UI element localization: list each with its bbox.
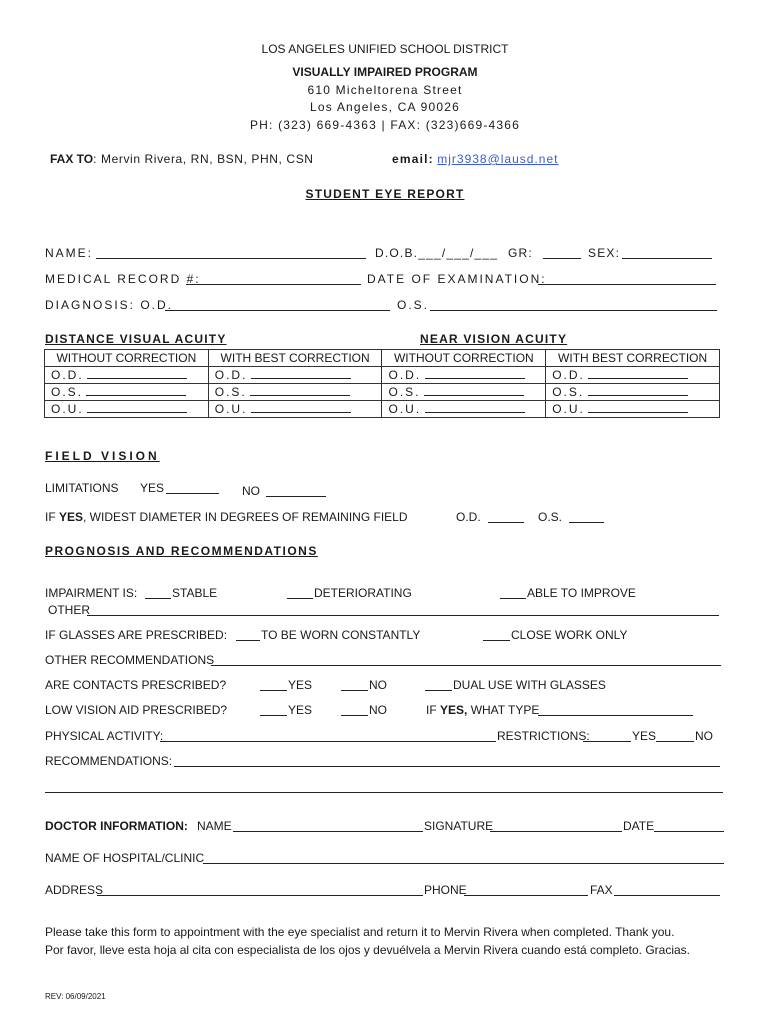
acuity-cell[interactable] — [208, 401, 382, 418]
row-label: O.D. — [388, 368, 422, 382]
row-label: O.U. — [214, 402, 248, 416]
revision-date: REV: 06/09/2021 — [45, 992, 106, 1001]
contacts-yes-field[interactable] — [260, 690, 287, 691]
what-type-field[interactable] — [538, 715, 693, 716]
row-label: O.U. — [51, 402, 84, 416]
hospital-field[interactable] — [203, 863, 724, 864]
recommendations-field-2[interactable] — [45, 792, 723, 793]
acuity-cell[interactable] — [546, 367, 720, 384]
instructions-english: Please take this form to appointment with the eye specialist and return it to Mervin Rivera when completed. Thank you. — [45, 925, 675, 939]
exam-date-label: DATE OF EXAMINATION: — [367, 272, 547, 286]
grade-field[interactable] — [543, 258, 581, 259]
row-label: O.S. — [388, 385, 421, 399]
diagnosis-od-label: DIAGNOSIS: O.D. — [45, 298, 174, 312]
restrictions-yes-label: YES — [632, 729, 657, 743]
dual-field[interactable] — [425, 690, 452, 691]
recommendations-field[interactable] — [174, 766, 720, 767]
limitations-label: LIMITATIONS — [45, 481, 119, 495]
stable-field[interactable] — [145, 598, 171, 599]
doctor-name-label: NAME — [197, 819, 232, 833]
physical-label: PHYSICAL ACTIVITY: — [45, 729, 164, 743]
deteriorating-field[interactable] — [287, 598, 313, 599]
widest-rest: , WIDEST DIAMETER IN DEGREES OF REMAINING FIELD — [83, 510, 408, 524]
worn-label: TO BE WORN CONSTANTLY — [261, 628, 421, 642]
fax-field[interactable] — [614, 895, 720, 896]
prognosis-title: PROGNOSIS AND RECOMMENDATIONS — [45, 544, 318, 558]
row-label: O.D. — [214, 368, 248, 382]
acuity-cell[interactable] — [546, 401, 720, 418]
row-label: O.S. — [214, 385, 247, 399]
acuity-cell[interactable] — [45, 401, 209, 418]
dob-label: D.O.B.___/___/___ — [375, 246, 499, 260]
if-text: IF — [45, 510, 59, 524]
address-label: ADDRESS — [45, 883, 104, 897]
medical-record-label: MEDICAL RECORD #: — [45, 272, 201, 286]
dual-label: DUAL USE WITH GLASSES — [453, 678, 606, 692]
phone-field[interactable] — [464, 895, 588, 896]
phone-label: PHONE — [424, 883, 467, 897]
other-rec-field[interactable] — [211, 665, 721, 666]
row-label: O.S. — [51, 385, 84, 399]
date-field[interactable] — [654, 831, 724, 832]
date-label: DATE — [623, 819, 655, 833]
sex-label: SEX: — [588, 246, 621, 260]
recommendations-label: RECOMMENDATIONS: — [45, 754, 173, 768]
signature-field[interactable] — [490, 831, 622, 832]
contacts-no-label: NO — [369, 678, 387, 692]
street-address: 610 Micheltorena Street — [307, 83, 463, 97]
address-field[interactable] — [97, 895, 423, 896]
restrictions-no-label: NO — [695, 729, 713, 743]
acuity-cell[interactable] — [208, 384, 382, 401]
restrictions-yes-field[interactable] — [583, 741, 631, 742]
exam-date-field[interactable] — [538, 284, 716, 285]
email-link[interactable]: mjr3938@lausd.net — [437, 152, 559, 166]
acuity-header: WITH BEST CORRECTION — [208, 350, 382, 367]
acuity-cell[interactable] — [382, 384, 546, 401]
low-vision-label: LOW VISION AID PRESCRIBED? — [45, 703, 228, 717]
if-text: IF — [426, 703, 440, 717]
email-label: email: — [392, 152, 434, 166]
phone-fax: PH: (323) 669-4363 | FAX: (323)669-4366 — [249, 118, 521, 132]
yes-bold: YES — [59, 510, 84, 524]
name-label: NAME: — [45, 246, 94, 260]
email-line — [392, 153, 558, 165]
acuity-header: WITHOUT CORRECTION — [45, 350, 209, 367]
row-label: O.U. — [388, 402, 422, 416]
acuity-row-od — [45, 367, 720, 384]
other-rec-label: OTHER RECOMMENDATIONS — [45, 653, 215, 667]
acuity-row-ou — [45, 401, 720, 418]
limitations-yes-field[interactable] — [166, 493, 219, 494]
stable-label: STABLE — [172, 586, 218, 600]
acuity-header: WITH BEST CORRECTION — [546, 350, 720, 367]
field-od-label: O.D. — [456, 510, 481, 524]
grade-label: GR: — [508, 246, 533, 260]
diagnosis-os-label: O.S. — [397, 298, 430, 312]
other-field[interactable] — [87, 615, 719, 616]
contacts-label: ARE CONTACTS PRESCRIBED? — [45, 678, 227, 692]
physical-field[interactable] — [160, 741, 496, 742]
limitations-no-field[interactable] — [266, 496, 326, 497]
field-os-field[interactable] — [569, 522, 604, 523]
fax-to-label: FAX TO — [50, 152, 94, 166]
close-field[interactable] — [483, 640, 510, 641]
widest-diameter-label — [45, 511, 408, 523]
limitations-no-label: NO — [242, 484, 260, 498]
field-od-field[interactable] — [488, 522, 524, 523]
fax-label: FAX — [590, 883, 613, 897]
acuity-header-row — [45, 350, 720, 367]
acuity-header: WITHOUT CORRECTION — [382, 350, 546, 367]
instructions-spanish: Por favor, lleve esta hoja al cita con especialista de los ojos y devuélvela a Mervin Rivera cuando está completo. Gracias. — [45, 943, 690, 957]
able-field[interactable] — [500, 598, 526, 599]
hospital-label: NAME OF HOSPITAL/CLINIC — [45, 851, 205, 865]
acuity-cell[interactable] — [208, 367, 382, 384]
row-label: O.U. — [552, 402, 585, 416]
diagnosis-os-field[interactable] — [430, 310, 717, 311]
restrictions-no-field[interactable] — [656, 741, 694, 742]
low-vision-no-field[interactable] — [341, 715, 368, 716]
close-label: CLOSE WORK ONLY — [511, 628, 628, 642]
acuity-cell[interactable] — [382, 401, 546, 418]
impairment-label: IMPAIRMENT IS: — [45, 586, 138, 600]
form-title: STUDENT EYE REPORT — [305, 187, 465, 201]
what-type-rest: WHAT TYPE — [467, 703, 540, 717]
contacts-no-field[interactable] — [341, 690, 368, 691]
deteriorating-label: DETERIORATING — [314, 586, 412, 600]
doctor-name-field[interactable] — [233, 831, 423, 832]
low-vision-yes-field[interactable] — [260, 715, 287, 716]
city-address: Los Angeles, CA 90026 — [310, 100, 460, 114]
row-label: O.D. — [51, 368, 84, 382]
contacts-yes-label: YES — [288, 678, 313, 692]
fax-to-value: : Mervin Rivera, RN, BSN, PHN, CSN — [93, 152, 314, 166]
low-vision-yes-label: YES — [288, 703, 313, 717]
able-label: ABLE TO IMPROVE — [527, 586, 636, 600]
limitations-yes-label: YES — [140, 481, 165, 495]
acuity-row-os — [45, 384, 720, 401]
what-type-label — [426, 704, 539, 716]
row-label: O.D. — [552, 368, 585, 382]
acuity-cell[interactable] — [546, 384, 720, 401]
restrictions-label: RESTRICTIONS: — [497, 729, 590, 743]
acuity-cell[interactable] — [382, 367, 546, 384]
other-label: OTHER — [48, 603, 90, 617]
acuity-cell[interactable] — [45, 384, 209, 401]
program-name: VISUALLY IMPAIRED PROGRAM — [292, 65, 478, 79]
glasses-label: IF GLASSES ARE PRESCRIBED: — [45, 628, 228, 642]
row-label: O.S. — [552, 385, 585, 399]
yes-bold: YES, — [440, 703, 468, 717]
distance-acuity-title: DISTANCE VISUAL ACUITY — [45, 332, 227, 346]
field-vision-title: FIELD VISION — [45, 449, 160, 463]
acuity-table — [44, 349, 720, 418]
low-vision-no-label: NO — [369, 703, 387, 717]
district-name: LOS ANGELES UNIFIED SCHOOL DISTRICT — [261, 42, 509, 56]
signature-label: SIGNATURE — [424, 819, 494, 833]
doctor-info-label: DOCTOR INFORMATION: — [45, 819, 188, 833]
near-acuity-title: NEAR VISION ACUITY — [420, 332, 568, 346]
diagnosis-od-field[interactable] — [165, 310, 390, 311]
medical-record-field[interactable] — [186, 284, 361, 285]
fax-to-line — [50, 153, 314, 165]
sex-field[interactable] — [622, 258, 712, 259]
acuity-cell[interactable] — [45, 367, 209, 384]
name-field[interactable] — [96, 258, 366, 259]
field-os-label: O.S. — [538, 510, 563, 524]
worn-field[interactable] — [236, 640, 260, 641]
